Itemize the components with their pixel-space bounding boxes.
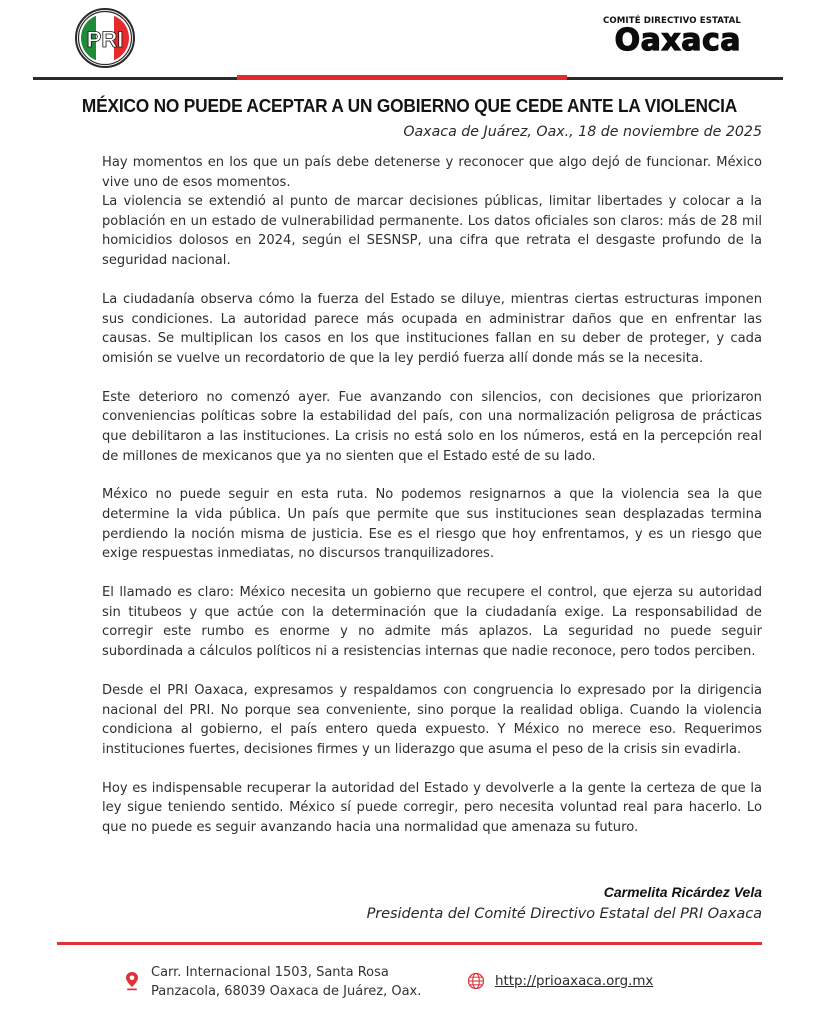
footer-divider xyxy=(57,942,762,945)
website-link[interactable]: http://prioaxaca.org.mx xyxy=(495,973,654,989)
paragraph: México no puede seguir en esta ruta. No podemos resignarnos a que la violencia sea la que determine la vida pública. Un país que permite que sus instituciones sean desplazadas termina perdiendo la noción misma de justicia. Ese es el riesgo que hoy enfrentamos, y es un riesgo que exige respuestas inmediatas, no discursos tranquilizadores. xyxy=(102,487,762,562)
document-title: MÉXICO NO PUEDE ACEPTAR A UN GOBIERNO QUE CEDE ANTE LA VIOLENCIA xyxy=(81,95,738,116)
footer-website xyxy=(467,972,653,990)
address-line-2: Panzacola, 68039 Oaxaca de Juárez, Oax. xyxy=(151,984,422,999)
paragraph: Desde el PRI Oaxaca, expresamos y respaldamos con congruencia lo expresado por la dirigencia nacional del PRI. No porque sea conveniente, sino porque la realidad obliga. Cuando la violencia condiciona al gobierno, el país entero queda expuesto. Y México no merece eso. Requerimos instituciones fuertes, decisiones firmes y un liderazgo que asuma el peso de la crisis sin evadirla. xyxy=(102,683,762,757)
signer-name: Carmelita Ricárdez Vela xyxy=(603,884,762,900)
paragraph: La ciudadanía observa cómo la fuerza del Estado se diluye, mientras ciertas estructuras imponen sus condiciones. La autoridad parece más ocupada en administrar daños que en enfrentar las causas. Se multiplican los casos en los que instituciones fallan en su deber de proteger, y cada omisión se vuelve un recordatorio de que la ley perdió fuerza allí donde más se la necesita. xyxy=(102,291,762,366)
brand-block xyxy=(601,16,741,56)
pri-logo xyxy=(75,8,135,68)
signer-title: Presidenta del Comité Directivo Estatal del PRI Oaxaca xyxy=(366,905,762,922)
address-line-1: Carr. Internacional 1503, Santa Rosa xyxy=(151,965,389,980)
paragraph: El llamado es claro: México necesita un gobierno que recupere el control, que ejerza su autoridad sin titubeos y que actúe con la determinación que la ciudadanía exige. La responsabilidad de corregir este rumbo es enorme y no admite más aplazos. La seguridad no puede seguir subordinada a cálculos políticos ni a resistencias internas que nadie reconoce, pero todos perciben. xyxy=(102,585,762,660)
dateline: Oaxaca de Juárez, Oax., 18 de noviembre de 2025 xyxy=(403,124,762,140)
map-pin-icon xyxy=(125,971,139,991)
document-body xyxy=(102,153,762,838)
logo-letters: PRI xyxy=(86,27,124,52)
brand-subtitle: COMITÉ DIRECTIVO ESTATAL xyxy=(602,16,741,26)
brand-title: Oaxaca xyxy=(614,23,741,58)
paragraph: Hoy es indispensable recuperar la autoridad del Estado y devolverle a la gente la certeza de que la ley sigue teniendo sentido. México sí puede corregir, pero necesita voluntad real para hacerlo. Lo que no puede es seguir avanzando hacia una normalidad que amenaza su futuro. xyxy=(102,780,762,835)
letterhead xyxy=(0,0,819,90)
paragraph: La violencia se extendió al punto de marcar decisiones públicas, limitar libertades y colocar a la población en un estado de vulnerabilidad permanente. Los datos oficiales son claros: más de 28 mil homicidios dolosos en 2024, según el SESNSP, una cifra que retrata el desgaste profundo de la seguridad nacional. xyxy=(102,194,762,268)
globe-icon xyxy=(467,972,485,990)
footer-address xyxy=(125,963,421,1001)
paragraph: Hay momentos en los que un país debe detenerse y reconocer que algo dejó de funcionar. México vive uno de esos momentos. xyxy=(102,155,762,190)
paragraph: Este deterioro no comenzó ayer. Fue avanzando con silencios, con decisiones que priorizaron conveniencias políticas sobre la estabilidad del país, con una normalización peligrosa de prácticas que debilitaron a las instituciones. La crisis no está solo en los números, está en la percepción real de millones de mexicanos que ya no sienten que el Estado esté de su lado. xyxy=(102,389,762,464)
header-accent-bar xyxy=(237,75,567,80)
